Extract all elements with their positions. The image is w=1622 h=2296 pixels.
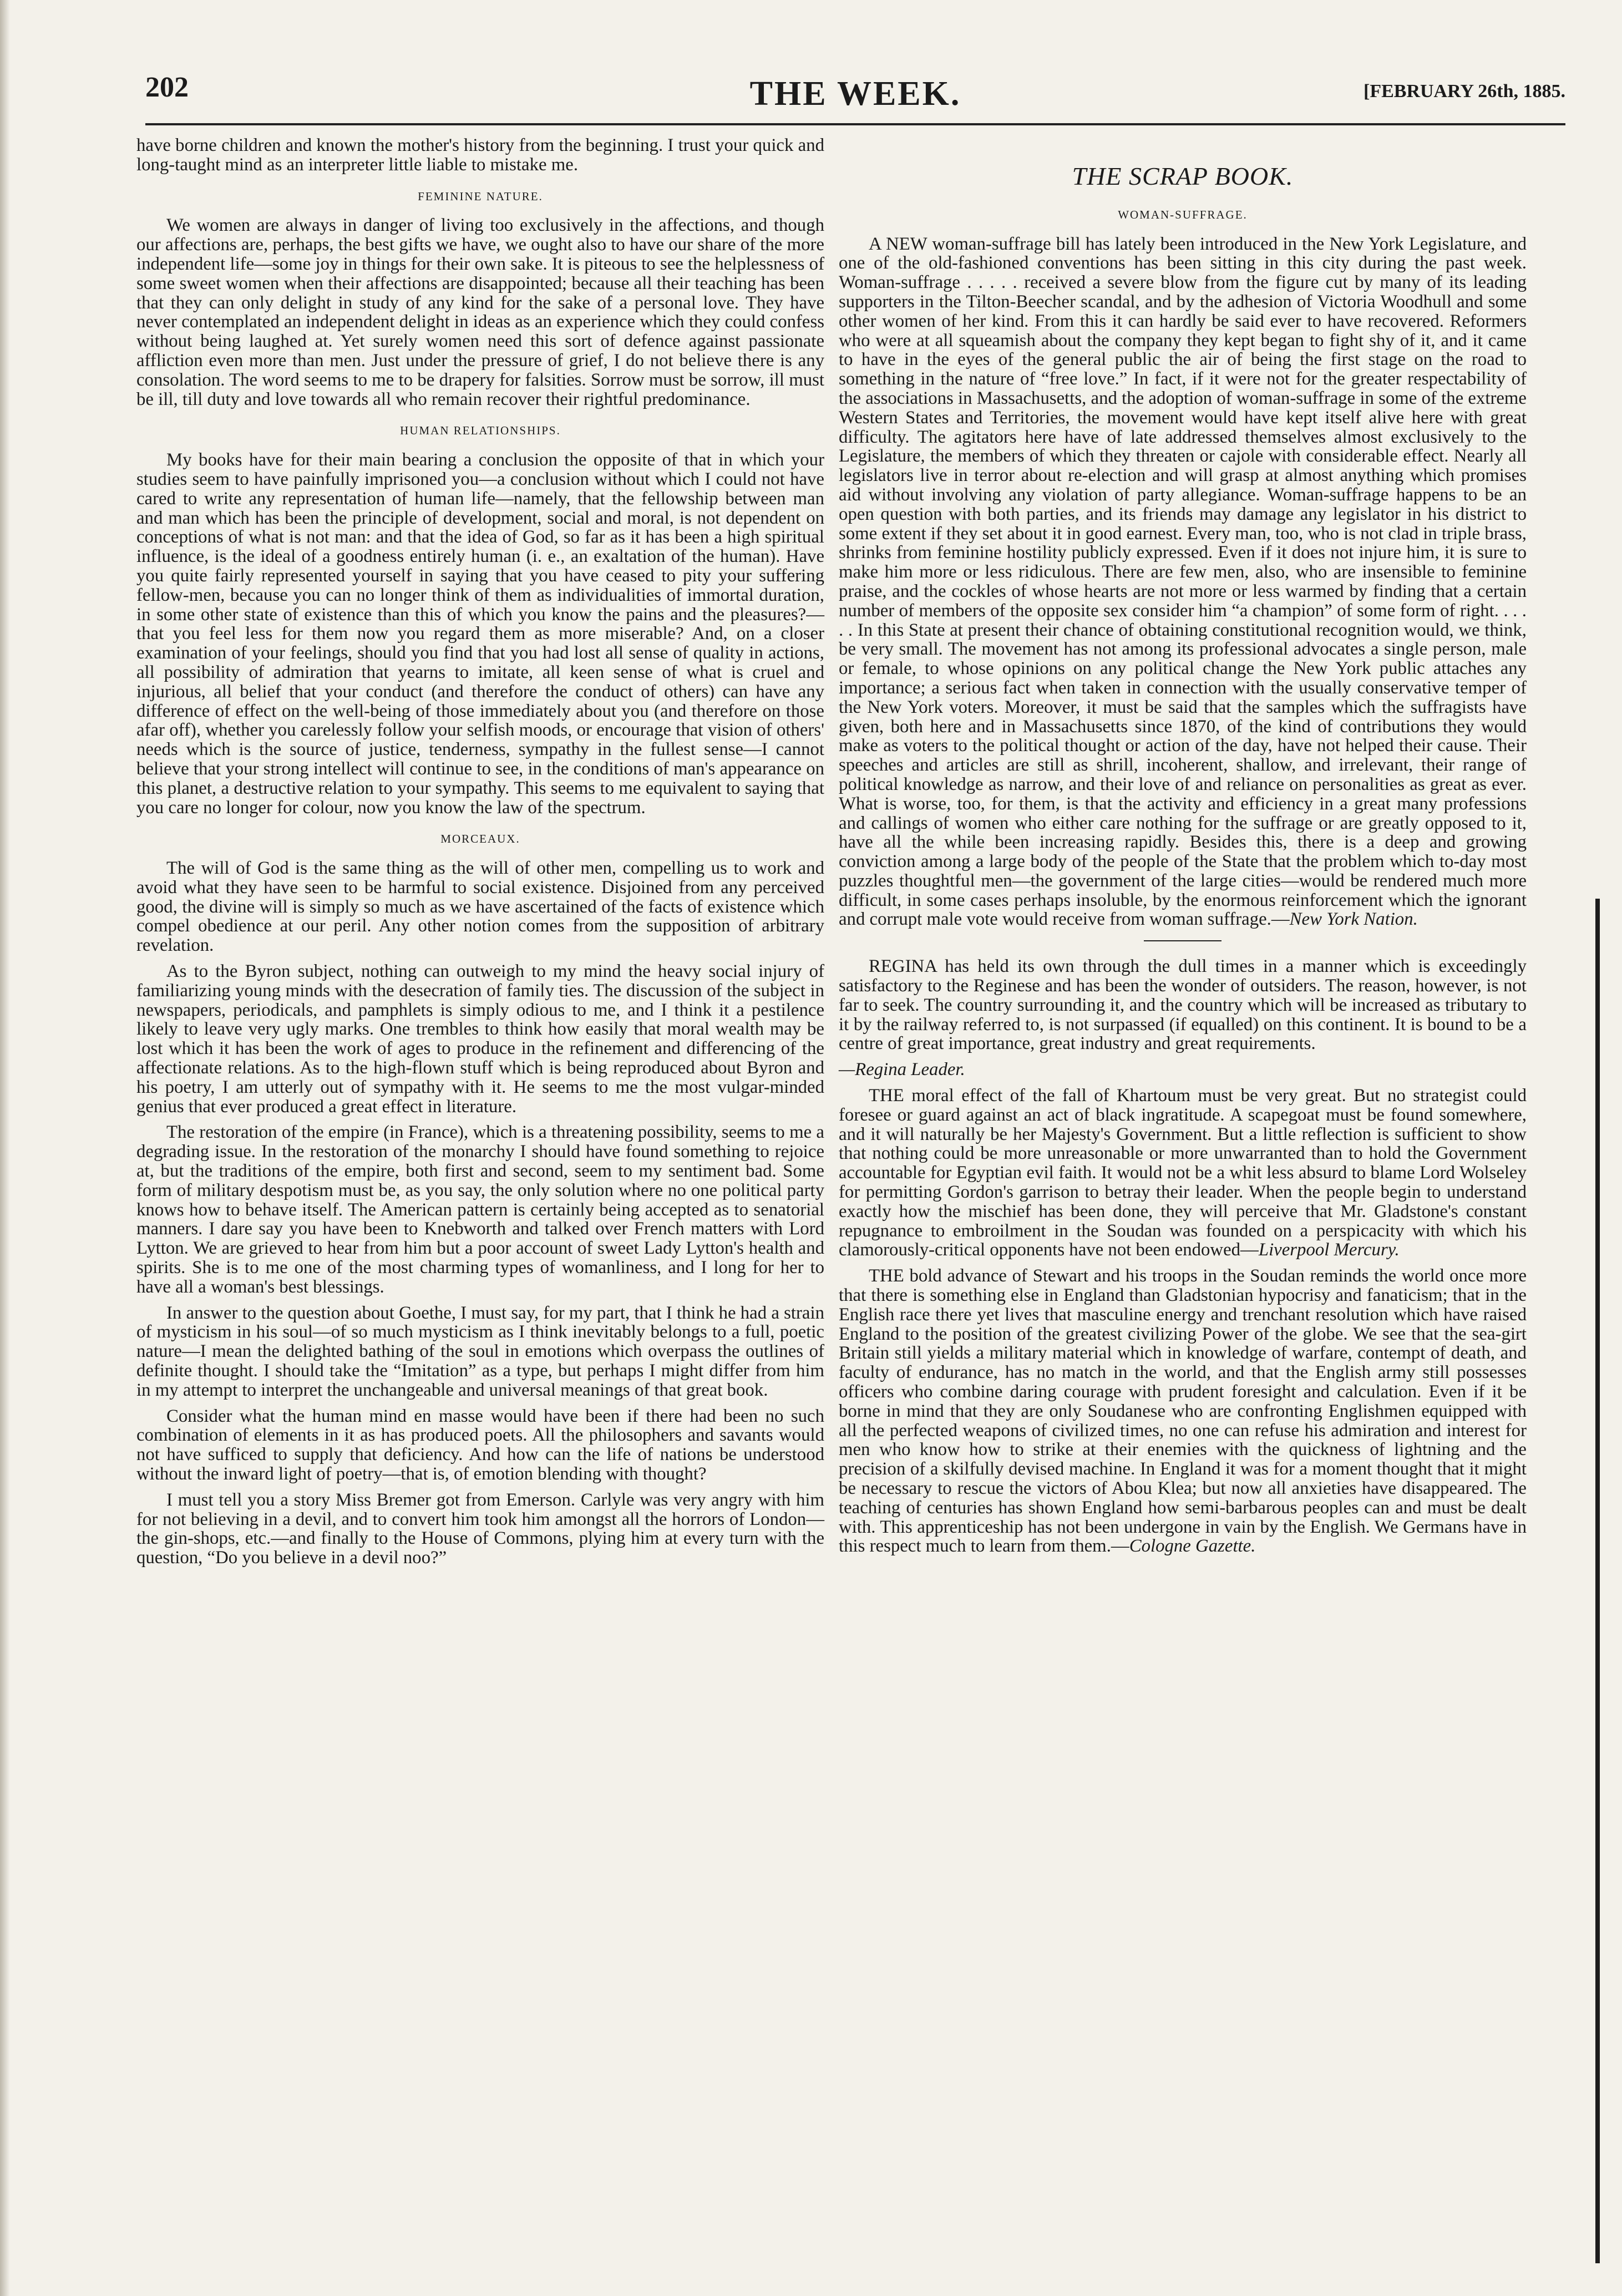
right-column: [839, 136, 1527, 1563]
page-number: 202: [145, 72, 189, 103]
page-header: [145, 71, 1565, 121]
paragraph-morceaux: The restoration of the empire (in France), which is a threatening possibility, seems to me a degrading issue. In the restoration of the monarchy I should have found something to rejoice at, but the traditions of the empire, both first and second, seem to my sentiment bad. Some form of military despotism must be, as you say, the only solution where no one political party knows how to behave itself. The American pattern is certainly being accepted as to senatorial manners. I dare say you have been to Knebworth and talked over French matters with Lord Lytton. We are grieved to hear from him but a poor account of sweet Lady Lytton's health and spirits. She is to me one of the most charming types of womanliness, and I long for her to have all a woman's best blessings.: [136, 1122, 824, 1297]
paragraph-morceaux: In answer to the question about Goethe, I must say, for my part, that I think he had a strain of mysticism in his soul—of so much mysticism as I think inevitably belongs to a full, poetic nature—I mean the delighted bathing of the soul in emotions which overpass the outlines of definite thought. I should take the “Imitation” as a type, but perhaps I might differ from him in my attempt to interpret the unchangeable and universal meanings of that great book.: [136, 1302, 824, 1400]
paragraph-morceaux: Consider what the human mind en masse would have been if there had been no such combination of elements in it as has produced poets. All the philosophers and savants would not have sufficed to supply that deficiency. And how can the life of nations be understood without the inward light of poetry—that is, of emotion blending with thought?: [136, 1406, 824, 1484]
section-heading-feminine-nature: FEMININE NATURE.: [418, 189, 543, 203]
page-edge-mark: [1595, 899, 1600, 2263]
paragraph-regina: REGINA has held its own through the dull times in a manner which is exceedingly satisfactory to the Reginese and has been the wonder of outsiders. The reason, however, is not far to seek. The country surrounding it, and the country which will be increased as tributary to it by the railway referred to, is not surpassed (if equalled) on this continent. It is bound to be a centre of great importance, great industry and great requirements.: [839, 956, 1527, 1054]
paragraph-feminine-nature: We women are always in danger of living too exclusively in the affections, and though our affections are, perhaps, the best gifts we have, we ought also to have our share of the more independent life—some joy in things for their own sake. It is piteous to see the helplessness of some sweet women when their affections are disappointed; because all their teaching has been that they can only delight in study of any kind for the sake of a personal love. They have never contemplated an independent delight in ideas as an experience which they could confess without being laughed at. Yet surely women need this sort of defence against passionate affliction even more than men. Just under the pressure of grief, I do not believe there is any consolation. The word seems to me to be drapery for falsities. Sorrow must be sorrow, ill must be ill, till duty and love towards all who remain recover their rightful predominance.: [136, 215, 824, 409]
header-rule: [145, 123, 1565, 125]
paragraph-woman-suffrage: [839, 235, 1527, 930]
stewart-text: THE bold advance of Stewart and his troops in the Soudan reminds the world once more that there is something else in England than Gladstonian hypocrisy and fanaticism; that in the English race there yet lives that masculine energy and trenchant resolution which have raised England to the position of the greatest civilizing Power of the globe. We see that the sea-girt Britain still yields a military material which in knowledge of warfare, contempt of death, and faculty of endurance, has no match in the world, and that the English army still possesses officers who combine daring courage with prudent foresight and calculation. Even if it be borne in mind that they are only Soudanese who are confronting Englishmen equipped with all the perfected weapons of civilized times, no one can refuse his admiration and interest for men who know how to strike at their enemies with the quickness of lightning and the precision of a skilfully devised machine. In England it was for a moment thought that it might be necessary to rescue the victors of Abou Klea; but now all anxieties have disappeared. The teaching of centuries has shown England how semi-barbarous peoples can and must be dealt with. This apprenticeship has not been undergone in vain by the English. We Germans have in this respect much to learn from them.—: [839, 1266, 1527, 1557]
paragraph-stewart: [839, 1266, 1527, 1556]
dateline: [FEBRUARY 26th, 1885.: [1364, 81, 1565, 102]
paragraph-human-relationships: My books have for their main bearing a conclusion the opposite of that in which your studies seem to have painfully imprisoned you—a conclusion without which I could not have cared to write any representation of human life—namely, that the fellowship between man and man which has been the principle of development, social and moral, is not dependent on conceptions of what is not man: and that the idea of God, so far as it has been a high spiritual influence, is the ideal of a goodness entirely human (i. e., an exaltation of the human). Have you quite fairly represented yourself in saying that you have ceased to pity your suffering fellow-men, because you can no longer think of them as individualities of immortal duration, in some other state of existence than this of which you know the pains and the pleasures?—that you feel less for them now you regard them as more miserable? And, on a closer examination of your feelings, should you find that you had lost all sense of quality in actions, all possibility of admiration that yearns to imitate, all keen sense of what is cruel and injurious, all belief that your conduct (and therefore the conduct of others) can have any difference of effect on the well-being of those immediately about you (and therefore on those afar off), whether you carelessly follow your selfish moods, or encourage that vision of others' needs which is the source of justice, tenderness, sympathy in the fullest sense—I cannot believe that your strong intellect will continue to see, in the conditions of man's appearance on this planet, a destructive relation to your sympathy. This seems to me equivalent to saying that you care no longer for colour, now you know the law of the spectrum.: [136, 450, 824, 818]
source-regina-leader: —Regina Leader.: [839, 1060, 965, 1080]
section-divider: [1144, 940, 1221, 941]
paragraph-morceaux: The will of God is the same thing as the will of other men, compelling us to work and avoid what they have seen to be harmful to social existence. Disjoined from any perceived good, the divine will is simply so much as we have ascertained of the facts of existence which compel obedience at our peril. Any other notion comes from the supposition of arbitrary revelation.: [136, 858, 824, 956]
source-cologne-gazette: Cologne Gazette.: [1129, 1536, 1256, 1557]
left-column: [136, 136, 824, 1574]
intro-paragraph: have borne children and known the mother's history from the beginning. I trust your quick and long-taught mind as an interpreter little liable to mistake me.: [136, 135, 824, 175]
paragraph-khartoum: [839, 1086, 1527, 1260]
section-heading-human-relationships: HUMAN RELATIONSHIPS.: [400, 424, 561, 438]
section-heading-morceaux: MORCEAUX.: [440, 832, 520, 846]
section-heading-woman-suffrage: WOMAN-SUFFRAGE.: [1118, 207, 1248, 221]
masthead: THE WEEK.: [749, 75, 961, 113]
source-new-york-nation: New York Nation.: [1289, 909, 1418, 930]
scrap-book-title: THE SCRAP BOOK.: [1072, 162, 1294, 190]
khartoum-text: THE moral effect of the fall of Khartoum must be very great. But no strategist could foresee or guard against an act of black ingratitude. A scapegoat must be found somewhere, and it will naturally be her Majesty's Government. But a little reflection is sufficient to show that nothing could be more unreasonable or more unwarranted than to hold the Government accountable for Egyptian evil faith. It would not be a whit less absurd to blame Lord Wolseley for permitting Gordon's garrison to betray their leader. When the people begin to understand exactly how the mischief has been done, they will perceive that Mr. Gladstone's constant repugnance to embroilment in the Soudan was founded on a perspicacity with which his clamorously-critical opponents have not been endowed—: [839, 1086, 1527, 1260]
paragraph-morceaux: As to the Byron subject, nothing can outweigh to my mind the heavy social injury of familiarizing young minds with the desecration of family ties. The discussion of the subject in newspapers, periodicals, and pamphlets is simply odious to me, and I think it a pestilence likely to leave very ugly marks. One trembles to think how easily that moral wealth may be lost which it has been the work of ages to produce in the refinement and differencing of the affectionate relations. As to the high-flown stuff which is being reproduced about Byron and his poetry, I am utterly out of sympathy with it. He seems to me the most vulgar-minded genius that ever produced a great effect in literature.: [136, 961, 824, 1117]
paragraph-morceaux: I must tell you a story Miss Bremer got from Emerson. Carlyle was very angry with him for not believing in a devil, and to convert him took him amongst all the horrors of London—the gin-shops, etc.—and finally to the House of Commons, plying him at every turn with the question, “Do you believe in a devil noo?”: [136, 1489, 824, 1568]
suffrage-text: A NEW woman-suffrage bill has lately been introduced in the New York Legislature, and one of the old-fashioned conventions has been sitting in this city during the past week. Woman-suffrage . . . . . received a severe blow from the figure cut by many of its leading supporters in the Tilton-Beecher scandal, and by the adhesion of Victoria Woodhull and some other women of her kind. From this it can hardly be said ever to have recovered. Reformers who were at all squeamish about the company they kept began to fight shy of it, and it came to have in the eyes of the general public the air of being the first stage on the road to something in the nature of “free love.” In fact, if it were not for the greater respectability of the associations in Massachusetts, and the adoption of woman-suffrage in some of the extreme Western States and Territories, the movement would have kept itself alive here with great difficulty. The agitators here have of late addressed themselves almost exclusively to the Legislature, the members of which they threaten or cajole with considerable effect. Nearly all legislators live in terror about re-election and will grasp at almost anything which promises aid without involving any violation of party allegiance. Woman-suffrage happens to be an open question with both parties, and its friends may damage any legislator in his district to some extent if they set about it in good earnest. Every man, too, who is not clad in triple brass, shrinks from feminine hostility publicly expressed. Even if it does not injure him, it is sure to make him more or less ridiculous. There are few men, also, who are insensible to feminine praise, and the cockles of whose hearts are not more or less warmed by finding that a certain number of members of the opposite sex consider him “a champion” of some form of right. . . . . . In this State at present their chance of obtaining constitutional recognition would, we think, be very small. The movement has not among its professional advocates a single person, male or female, to whose opinions on any political change the New York public attaches any importance; a serious fact when taken in connection with the usually conservative temper of the New York voters. Moreover, it must be said that the samples which the suffragists have given, both here and in Massachusetts since 1870, of the kind of contributions they would make as voters to the political thought or action of the day, have not helped their cause. Their speeches and articles are still as shrill, incoherent, shallow, and irrelevant, their range of political knowledge as narrow, and their love of and reliance on personalities as great as ever. What is worse, too, for them, is that the activity and efficiency in a great many professions and callings of women who either care nothing for the suffrage or are greatly opposed to it, have all the while been increasing rapidly. Besides this, there is a deep and growing conviction among a large body of the people of the State that the problem which to-day most puzzles thoughtful men—the government of the large cities—would be rendered much more difficult, in some cases perhaps insoluble, by the enormous reinforcement which the ignorant and corrupt male vote would receive from woman suffrage.—: [839, 234, 1527, 930]
page-binding-shadow: [0, 0, 10, 2296]
source-liverpool-mercury: Liverpool Mercury.: [1258, 1240, 1400, 1260]
